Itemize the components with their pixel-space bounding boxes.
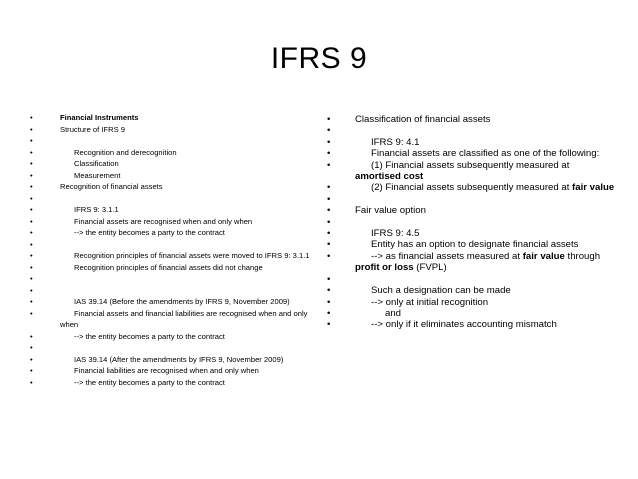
right-list-item: [326, 114, 616, 125]
right-item-text: [355, 194, 616, 205]
left-list-item: [30, 377, 318, 389]
bullet-marker: •: [30, 297, 33, 306]
left-list-item: [30, 285, 318, 297]
bullet-marker: •: [327, 159, 331, 171]
right-item-text: [355, 205, 616, 216]
text-run: Classification of financial assets: [355, 114, 491, 125]
bullet-marker: •: [30, 262, 33, 272]
left-item-text: Financial Instruments: [60, 113, 139, 122]
text-run: IFRS 9: 4.5: [371, 228, 420, 240]
right-list-item: [326, 217, 616, 228]
left-item-text: IFRS 9: 3.1.1: [74, 205, 119, 214]
bullet-marker: •: [30, 308, 33, 318]
left-list-item: [30, 365, 318, 377]
left-list-item: [30, 193, 318, 205]
left-item-text: --> the entity becomes a party to the contract: [74, 331, 225, 341]
right-item-text: [355, 125, 616, 136]
left-list-item: [30, 273, 318, 285]
right-list-item: [326, 148, 616, 159]
right-list-item: [326, 308, 616, 319]
bullet-marker: •: [30, 113, 33, 122]
right-item-text: [355, 148, 616, 159]
right-list-item: [326, 239, 616, 250]
left-bullet-list: [30, 112, 318, 388]
bold-term: fair value: [572, 182, 615, 194]
slide-title: IFRS 9: [270, 42, 368, 75]
left-item-text: [60, 273, 318, 285]
right-item-text: [355, 160, 616, 183]
right-bullet-list: [326, 114, 616, 331]
left-item-text: --> the entity becomes a party to the contract: [74, 377, 225, 387]
left-item-text: IAS 39.14 (Before the amendments by IFRS 9, November 2009): [74, 297, 290, 306]
right-item-text: [355, 319, 616, 330]
left-list-item: [30, 135, 318, 147]
bullet-marker: •: [327, 136, 331, 148]
bullet-marker: •: [327, 307, 331, 319]
bullet-marker: •: [327, 250, 331, 262]
bullet-marker: •: [30, 216, 33, 226]
left-item-text: Financial assets are recognised when and only when: [74, 216, 253, 226]
bullet-marker: •: [30, 205, 33, 214]
bullet-marker: •: [30, 228, 33, 237]
right-item-text: [355, 251, 616, 274]
left-list-item: [30, 331, 318, 343]
left-item-text: [60, 342, 318, 354]
text-run: Entity has an option to designate financial assets: [371, 239, 579, 251]
left-item-text: Classification: [74, 159, 119, 168]
left-item-text: --> the entity becomes a party to the contract: [74, 228, 225, 237]
text-run: Financial assets are classified as one of the following:: [371, 148, 600, 160]
right-list-item: [326, 205, 616, 216]
bullet-marker: •: [327, 216, 331, 228]
text-run: and: [385, 307, 402, 319]
right-item-text: [355, 308, 616, 319]
right-item-text: [355, 228, 616, 239]
right-list-item: [326, 125, 616, 136]
text-run: (FVPL): [413, 262, 447, 274]
left-item-text: [60, 239, 318, 251]
right-item-text: [355, 274, 616, 285]
right-list-item: [326, 285, 616, 296]
bold-term: amortised cost: [355, 171, 424, 183]
right-list-item: [326, 228, 616, 239]
right-list-item: [326, 251, 616, 274]
text-run: (1) Financial assets subsequently measured at: [371, 159, 570, 171]
bullet-marker: •: [30, 147, 33, 157]
right-item-text: [355, 114, 616, 125]
bullet-marker: •: [327, 228, 331, 240]
left-list-item: [30, 308, 318, 331]
right-item-text: [355, 137, 616, 148]
bullet-marker: •: [30, 343, 33, 352]
left-item-text: Recognition of financial assets: [60, 182, 163, 191]
left-item-text: Financial assets and financial liabilities are recognised when and only when: [60, 308, 308, 329]
left-item-text: [60, 285, 318, 297]
bullet-marker: •: [30, 170, 33, 180]
text-run: (2) Financial assets subsequently measured at: [371, 182, 573, 194]
bullet-marker: •: [327, 193, 331, 205]
bullet-marker: •: [30, 354, 33, 364]
right-item-text: [355, 285, 616, 296]
left-list-item: [30, 158, 318, 170]
left-list-item: [30, 239, 318, 251]
bullet-marker: •: [30, 159, 33, 168]
bullet-marker: •: [30, 377, 33, 387]
bullet-marker: •: [327, 239, 331, 251]
bullet-marker: •: [327, 125, 331, 137]
left-list-item: [30, 181, 318, 193]
left-item-text: IAS 39.14 (After the amendments by IFRS 9, November 2009): [74, 354, 284, 364]
bullet-marker: •: [30, 274, 33, 283]
left-list-item: [30, 147, 318, 159]
bullet-marker: •: [30, 331, 33, 341]
right-list-item: [326, 194, 616, 205]
left-item-text: Structure of IFRS 9: [60, 124, 125, 134]
bold-term: fair value: [522, 250, 565, 262]
bullet-marker: •: [327, 319, 331, 331]
text-run: --> only at initial recognition: [371, 296, 489, 308]
bullet-marker: •: [327, 182, 331, 194]
right-item-text: [355, 182, 616, 193]
text-run: IFRS 9: 4.1: [371, 136, 420, 148]
bullet-marker: •: [30, 182, 33, 191]
left-list-item: [30, 262, 318, 274]
bullet-marker: •: [327, 273, 331, 285]
right-list-item: [326, 182, 616, 193]
bullet-marker: •: [327, 296, 331, 308]
left-list-item: [30, 170, 318, 182]
bullet-marker: •: [30, 136, 33, 145]
left-list-item: [30, 112, 318, 124]
text-run: through: [564, 250, 601, 262]
left-list-item: [30, 342, 318, 354]
left-item-text: [60, 193, 318, 205]
left-list-item: [30, 124, 318, 136]
left-list-item: [30, 204, 318, 216]
right-list-item: [326, 160, 616, 183]
text-run: Such a designation can be made: [371, 285, 511, 297]
right-item-text: [355, 239, 616, 250]
left-list-item: [30, 227, 318, 239]
left-list-item: [30, 354, 318, 366]
left-item-text: Measurement: [74, 170, 121, 180]
bullet-marker: •: [30, 193, 33, 203]
right-list-item: [326, 137, 616, 148]
right-list-item: [326, 319, 616, 330]
bullet-marker: •: [327, 285, 331, 297]
right-list-item: [326, 274, 616, 285]
bullet-marker: •: [30, 124, 33, 134]
text-run: Fair value option: [355, 205, 426, 217]
left-item-text: Recognition principles of financial assets did not change: [74, 262, 263, 272]
bullet-marker: •: [327, 148, 331, 160]
bullet-marker: •: [327, 114, 331, 125]
left-item-text: Recognition principles of financial assets were moved to IFRS 9: 3.1.1: [74, 251, 310, 260]
left-list-item: [30, 250, 318, 262]
bullet-marker: •: [30, 251, 33, 260]
bullet-marker: •: [327, 205, 331, 217]
bullet-marker: •: [30, 285, 33, 295]
left-list-item: [30, 216, 318, 228]
left-item-text: Recognition and derecognition: [74, 147, 177, 157]
right-list-item: [326, 297, 616, 308]
right-item-text: [355, 217, 616, 228]
left-item-text: Financial liabilities are recognised when and only when: [74, 366, 259, 375]
bullet-marker: •: [30, 239, 33, 249]
bullet-marker: •: [30, 366, 33, 375]
left-list-item: [30, 296, 318, 308]
right-item-text: [355, 297, 616, 308]
left-item-text: [60, 135, 318, 147]
text-run: --> as financial assets measured at: [371, 250, 523, 262]
bold-term: profit or loss: [355, 262, 414, 274]
text-run: --> only if it eliminates accounting mismatch: [371, 319, 557, 331]
